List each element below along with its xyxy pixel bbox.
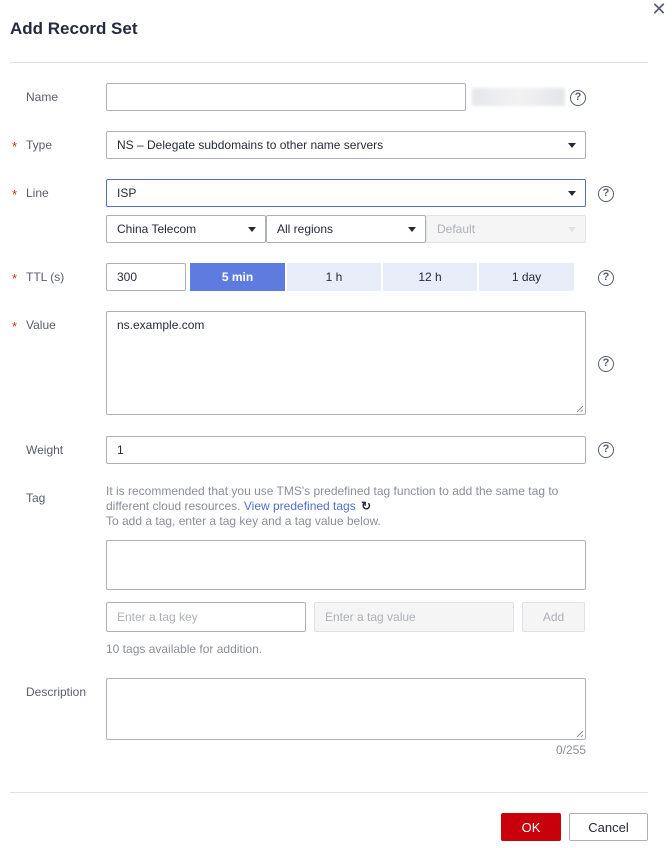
tag-hint (106, 484, 586, 529)
weight-help-icon[interactable]: ? (598, 442, 614, 458)
close-icon[interactable]: ✕ (651, 0, 667, 19)
name-label: Name (26, 90, 59, 104)
line-region-value: All regions (277, 222, 334, 236)
required-asterisk: * (12, 187, 18, 202)
type-select-value: NS – Delegate subdomains to other name servers (117, 138, 384, 152)
ttl-option-5min[interactable]: 5 min (190, 263, 285, 291)
required-asterisk: * (12, 271, 18, 286)
value-label: Value (26, 318, 56, 332)
weight-label: Weight (26, 443, 64, 457)
tag-value-placeholder: Enter a tag value (325, 610, 416, 624)
value-text: ns.example.com (117, 318, 205, 332)
dialog-title: Add Record Set (10, 19, 138, 38)
value-textarea[interactable] (106, 311, 586, 415)
chevron-down-icon (248, 227, 256, 232)
line-help-icon[interactable]: ? (598, 186, 614, 202)
line-detail-value: Default (437, 222, 476, 236)
domain-suffix (472, 88, 565, 106)
ttl-option-1day[interactable]: 1 day (479, 263, 574, 291)
chevron-down-icon (408, 227, 416, 232)
tag-value-input (314, 602, 514, 632)
line-label: Line (26, 186, 49, 200)
tags-available-text: 10 tags available for addition. (106, 642, 263, 656)
description-textarea[interactable] (106, 678, 586, 740)
tag-list-box (106, 540, 586, 590)
resize-handle-icon[interactable] (577, 731, 583, 737)
ok-button[interactable]: OK (501, 813, 561, 841)
ttl-input[interactable]: 300 (106, 263, 186, 291)
chevron-down-icon (568, 227, 576, 232)
tag-label: Tag (26, 491, 46, 505)
header-divider (10, 62, 648, 63)
name-help-icon[interactable]: ? (570, 90, 586, 106)
chevron-down-icon (568, 143, 576, 148)
chevron-down-icon (568, 191, 576, 196)
footer-divider (10, 792, 648, 793)
type-select[interactable] (106, 131, 586, 159)
resize-handle-icon[interactable] (577, 406, 583, 412)
view-predefined-tags-link[interactable]: View predefined tags (243, 499, 356, 513)
ttl-option-1h[interactable]: 1 h (287, 263, 381, 291)
required-asterisk: * (12, 139, 18, 154)
refresh-icon[interactable]: ↻ (361, 499, 372, 513)
line-select-value: ISP (117, 186, 137, 200)
ttl-help-icon[interactable]: ? (598, 270, 614, 286)
ttl-label: TTL (s) (26, 270, 65, 284)
add-tag-button: Add (522, 602, 585, 632)
description-counter: 0/255 (555, 743, 586, 757)
tag-hint-line2-row (106, 499, 586, 514)
ttl-option-12h[interactable]: 12 h (383, 263, 477, 291)
description-label: Description (26, 685, 87, 699)
tag-key-input[interactable] (106, 602, 306, 632)
required-asterisk: * (12, 319, 18, 334)
tag-hint-line1: It is recommended that you use TMS's predefined tag function to add the same tag to (106, 484, 559, 498)
tag-key-placeholder: Enter a tag key (117, 610, 198, 624)
tag-hint-line3: To add a tag, enter a tag key and a tag value below. (106, 514, 381, 528)
line-isp-select[interactable] (106, 215, 266, 243)
name-input[interactable] (106, 83, 466, 111)
line-detail-select (426, 215, 586, 243)
tag-hint-line2: different cloud resources. (106, 499, 241, 513)
type-label: Type (26, 138, 53, 152)
line-region-select[interactable] (266, 215, 426, 243)
value-help-icon[interactable]: ? (598, 356, 614, 372)
line-isp-value: China Telecom (117, 222, 197, 236)
line-select[interactable] (106, 179, 586, 207)
cancel-button[interactable]: Cancel (569, 813, 648, 841)
weight-input[interactable]: 1 (106, 436, 586, 464)
